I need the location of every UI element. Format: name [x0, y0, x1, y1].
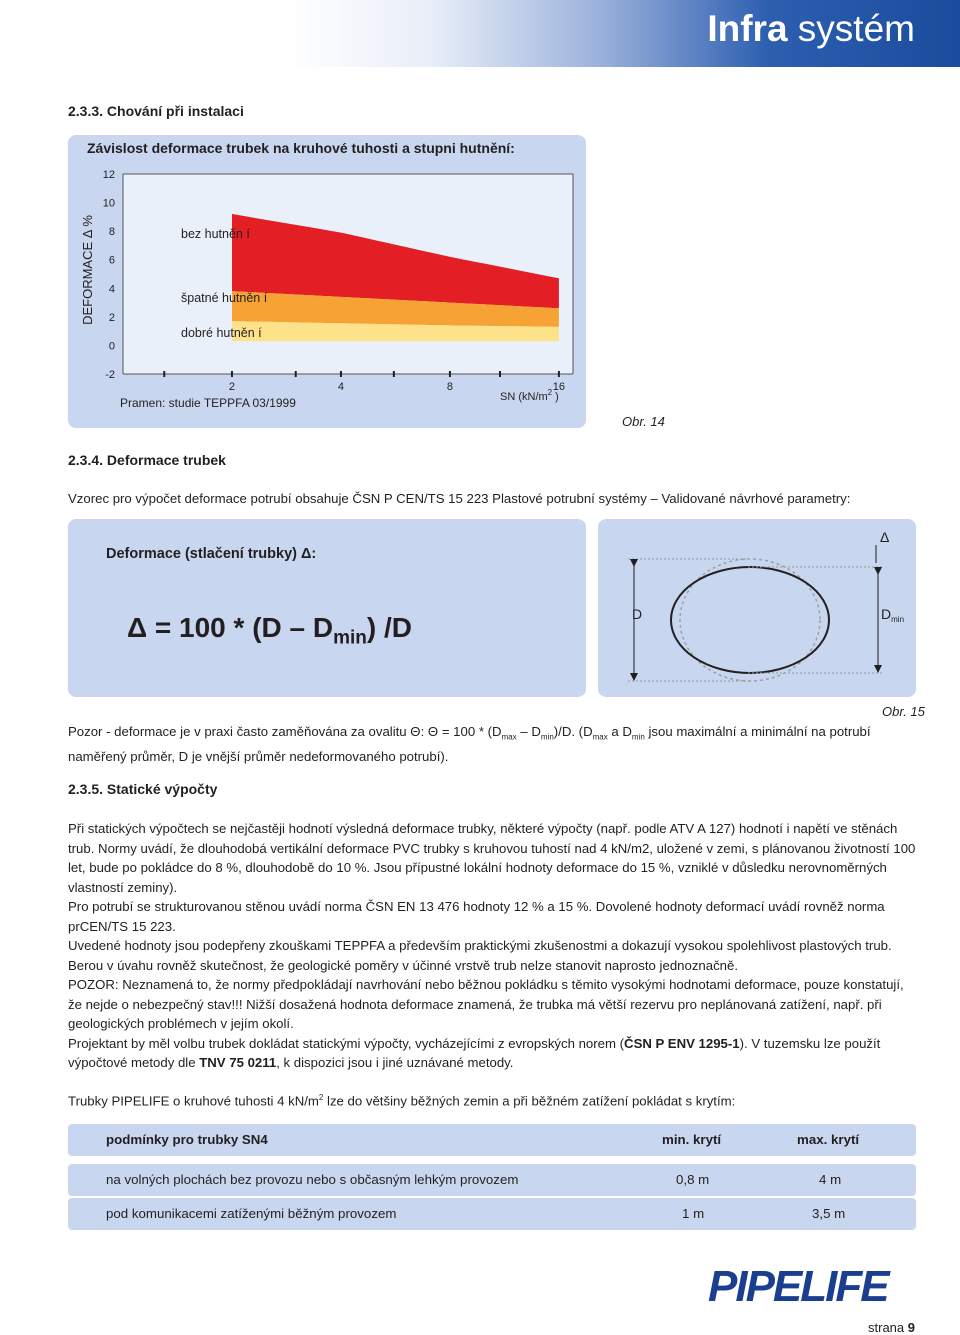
band-label-bez: bez hutněn í — [181, 227, 250, 241]
table-header-condition: podmínky pro trubky SN4 — [106, 1132, 268, 1147]
y-tick-label: 10 — [102, 197, 115, 210]
ovality-note: Pozor - deformace je v praxi často zaměňována za ovalitu Θ: $\Theta = 100 * (D_{max} - D_{min})/D$. ($D_{max}$ a $D_{min}$ jsou maximální a minimální na potrubí naměřený průměr, D je vnější průměr nedeformovaného potrubí). — [68, 724, 871, 765]
x-axis-label: SN ($kN/m^2$ ) — [500, 388, 559, 403]
d-label: D — [632, 606, 643, 622]
page-number: strana 9 — [868, 1320, 915, 1335]
table-cell-max: 4 m — [819, 1172, 842, 1187]
y-tick-label: -2 — [105, 369, 115, 381]
table-cell-min: 0,8 m — [676, 1172, 710, 1187]
y-tick-label: 6 — [108, 254, 115, 267]
paragraph-3: Uvedené hodnoty jsou podepřeny zkouškami TEPPFA a především praktickými zkušenostmi a dokazují vysokou spolehlivost plastových trub. Berou v úvahu rovněž skutečnost, že geologické poměry v účinné vrstvě trub nelze stanovit naprosto jednoznačně. — [68, 938, 892, 973]
brand-title: Infra systém — [707, 8, 915, 49]
x-tick-label: 2 — [228, 381, 236, 393]
y-tick-label: 0 — [108, 340, 115, 353]
table-header-min: min. krytí — [662, 1132, 722, 1147]
paragraph-2: Pro potrubí se strukturovanou stěnou uvádí norma ČSN EN 13 476 hodnoty 12 % a 15 %. Dovolené hodnoty deformací uvádí rovněž norma prCEN/TS 15 223. — [68, 899, 885, 934]
formula: $\Delta = 100 * (D - D_{min})$ /D — [127, 612, 412, 649]
section-heading-234: 2.3.4. Deformace trubek — [68, 452, 226, 468]
section-heading-233: 2.3.3. Chování při instalaci — [68, 103, 244, 119]
deformation-chart — [68, 160, 598, 430]
intro-text: Vzorec pro výpočet deformace potrubí obsahuje ČSN P CEN/TS 15 223 Plastové potrubní systémy – Validované návrhové parametry: — [68, 491, 851, 506]
dmin-label: $D_{min}$ — [881, 606, 905, 624]
caption-obr-15: Obr. 15 — [882, 704, 925, 719]
paragraph-5: Projektant by měl volbu trubek dokládat statickými výpočty, vycházejícími z evropských norem (ČSN P ENV 1295-1). V tuzemsku lze použít výpočtové metody dle TNV 75 0211, k dispozici jsou i jiné uznávané metody. — [68, 1035, 881, 1070]
table-header-max: max. krytí — [797, 1132, 860, 1147]
y-tick-label: 2 — [108, 311, 115, 324]
x-tick-label: 4 — [337, 381, 345, 393]
chart-source: Pramen: studie TEPPFA 03/1999 — [120, 396, 296, 410]
static-calc-text — [68, 819, 918, 1073]
cover-intro: Trubky PIPELIFE o kruhové tuhosti 4 $kN/m^2$ lze do většiny běžných zemin a při běžném zatížení pokládat s krytím: — [68, 1093, 736, 1109]
paragraph-1: Při statických výpočtech se nejčastěji hodnotí výsledná deformace trubky, některé výpočty (např. podle ATV A 127) hodnotí i napětí ve stěnách trub. Normy uvádí, že dlouhodobá vertikální deformace PVC trubky s kruhovou tuhostí nad 4 kN/m2, uložené v zemi, s plánovanou životností 100 let, bude po pokládce do 8 %, dlouhodobě do 10 %. Jsou přípustné lokální hodnoty deformace do 15 %, vzniklé v důsledku nerovnoměrných vlastností zeminy). — [68, 821, 916, 895]
table-row — [68, 1198, 916, 1230]
deformed-pipe — [671, 567, 829, 673]
table-header-row — [68, 1124, 916, 1156]
band-label-spatne: špatné hutněn í — [181, 291, 268, 305]
x-tick-label: 16 — [552, 381, 566, 393]
y-tick-label: 4 — [108, 283, 115, 296]
pipelife-logo: PIPELIFE — [708, 1262, 888, 1311]
table-row — [68, 1164, 916, 1196]
y-axis-label: DEFORMACE Δ % — [80, 215, 95, 325]
band-label-dobre: dobré hutněn í — [181, 326, 262, 340]
section-heading-235: 2.3.5. Statické výpočty — [68, 781, 218, 797]
x-tick-label: 8 — [446, 381, 453, 393]
pipe-diagram — [598, 519, 916, 697]
table-cell-condition: na volných plochách bez provozu nebo s občasným lehkým provozem — [106, 1172, 519, 1187]
chart-title: Závislost deformace trubek na kruhové tuhosti a stupni hutnění: — [87, 140, 515, 156]
table-cell-max: 3,5 m — [812, 1206, 846, 1221]
y-tick-label: 12 — [102, 169, 115, 181]
y-tick-label: 8 — [108, 226, 115, 239]
table-cell-condition: pod komunikacemi zatíženými běžným provozem — [106, 1206, 397, 1221]
table-cell-min: 1 m — [682, 1206, 705, 1221]
caption-obr-14: Obr. 14 — [622, 414, 665, 429]
paragraph-4: POZOR: Neznamená to, že normy předpokládají navrhování nebo běžnou pokládku s těmito vysokými hodnotami deformace, pouze konstatují, že nejde o nebezpečný stav!!! Nižší dosažená hodnota deformace znamená, že trubka má větší rezervu pro neplánovaná zatížení, např. při geologických problémech v jejím okolí. — [68, 977, 904, 1031]
formula-label: Deformace (stlačení trubky) Δ: — [106, 546, 317, 562]
delta-symbol: Δ — [880, 529, 890, 545]
